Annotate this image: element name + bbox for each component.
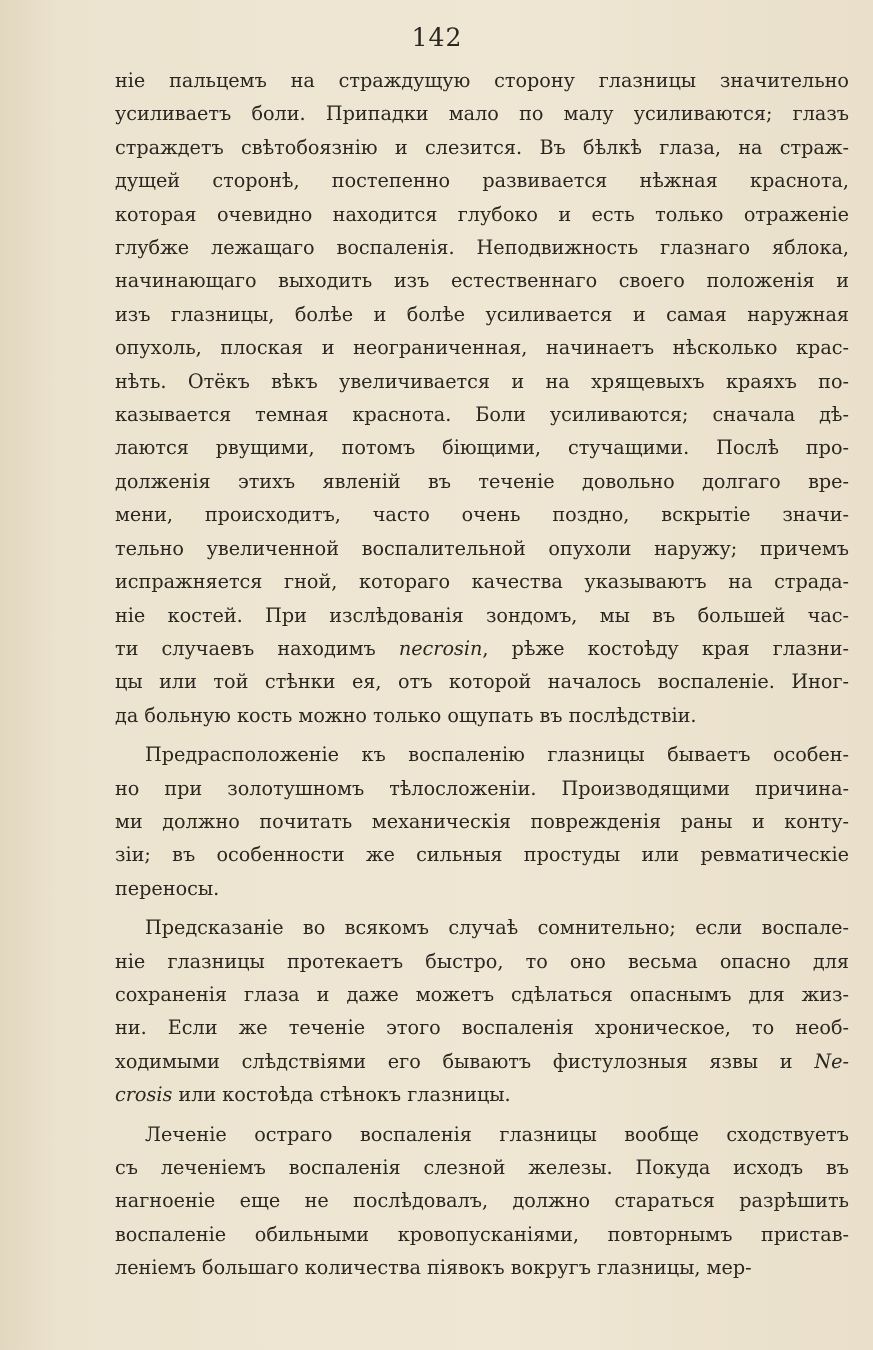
text-line: которая очевидно находится глубоко и есть только отраженіе [115,202,849,226]
text-line: усиливаетъ боли. Припадки мало по малу усиливаются; глазъ [115,102,849,126]
text-line: Предсказаніе во всякомъ случаѣ сомнительно; если воспале- [145,916,849,940]
text-line: лаются рвущими, потомъ біющими, стучащими. Послѣ про- [115,436,849,460]
paragraph [115,1118,849,1285]
text-line: тельно увеличенной воспалительной опухоли наружу; причемъ [115,536,849,560]
text-line: переносы. [115,876,220,900]
text-line: воспаленіе обильными кровопусканіями, повторнымъ пристав- [115,1222,849,1246]
page-number: 142 [411,23,463,52]
text-body [115,64,849,1285]
text-line: мени, происходитъ, часто очень поздно, вскрытіе значи- [115,503,849,527]
text-line: ми должно почитать механическія поврежденія раны и конту- [115,809,849,833]
text-line: ніе глазницы протекаетъ быстро, то оно весьма опасно для [115,949,849,973]
paragraph [115,738,849,905]
text-line: глубже лежащаго воспаленія. Неподвижность глазнаго яблока, [115,236,849,260]
text-line: съ леченіемъ воспаленія слезной железы. Покуда исходъ въ [115,1156,849,1179]
text-line: ти случаевъ находимъ necrosin, рѣже костоѣду края глазни- [115,636,849,660]
paragraph [115,911,849,1111]
text-line: долженія этихъ явленій въ теченіе довольно долгаго вре- [115,469,849,493]
text-line: опухоль, плоская и неограниченная, начинаетъ нѣсколько крас- [115,336,849,360]
paragraph [115,64,849,732]
text-line: ніе пальцемъ на страждущую сторону глазницы значительно [115,69,849,92]
text-line: цы или той стѣнки ея, отъ которой началось воспаленіе. Иног- [115,670,849,694]
text-line: нагноеніе еще не послѣдовалъ, должно стараться разрѣшить [115,1189,849,1213]
text-line: изъ глазницы, болѣе и болѣе усиливается и самая наружная [115,302,849,326]
text-line: испражняется гной, котораго качества указываютъ на страда- [115,570,849,594]
text-line: зіи; въ особенности же сильныя простуды или ревматическіе [115,843,849,867]
text-line: Предрасположеніе къ воспаленію глазницы бываетъ особен- [145,743,849,767]
text-line: ніе костей. При изслѣдованія зондомъ, мы въ большей час- [115,603,849,627]
text-line: ходимыми слѣдствіями его бываютъ фистулозныя язвы и Ne- [115,1049,849,1073]
text-line: Леченіе остраго воспаленія глазницы вообще сходствуетъ [145,1122,849,1146]
text-line: страждетъ свѣтобоязнію и слезится. Въ бѣлкѣ глаза, на страж- [115,135,849,159]
text-line: да больную кость можно только ощупать въ послѣдствіи. [115,703,697,727]
text-line: сохраненія глаза и даже можетъ сдѣлаться опаснымъ для жиз- [115,982,849,1006]
text-line: crosis или костоѣда стѣнокъ глазницы. [115,1083,511,1107]
text-line: казывается темная краснота. Боли усиливаются; сначала дѣ- [115,403,849,427]
text-line: леніемъ большаго количества піявокъ вокругъ глазницы, мер- [115,1256,752,1280]
text-line: начинающаго выходить изъ естественнаго своего положенія и [115,269,849,293]
text-line: нѣть. Отёкъ вѣкъ увеличивается и на хрящевыхъ краяхъ по- [115,369,849,393]
text-line: но при золотушномъ тѣлосложеніи. Производящими причина- [115,776,849,800]
text-line: дущей сторонѣ, постепенно развивается нѣжная краснота, [115,169,849,193]
text-line: ни. Если же теченіе этого воспаленія хроническое, то необ- [115,1016,849,1040]
